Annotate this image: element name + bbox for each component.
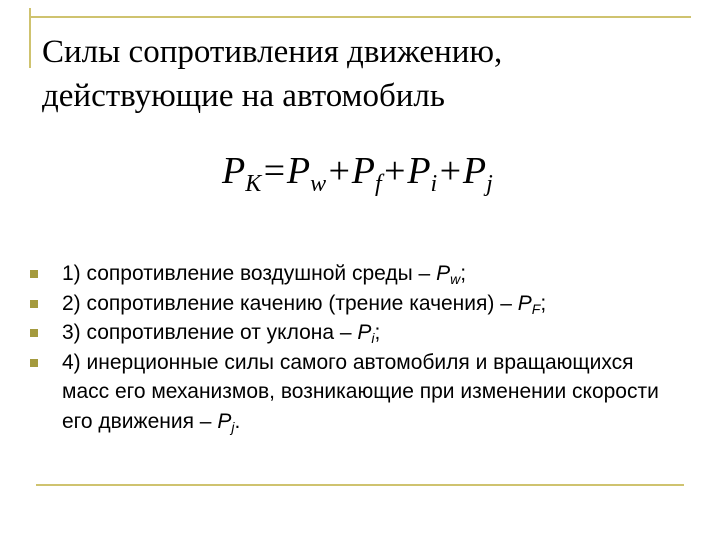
slide-title [42,30,692,118]
title-line-2: действующие на автомобиль [42,78,445,114]
list-item: 4) инерционные силы самого автомобиля и вращающихся масс его механизмов, возникающие при изменении скорости его движения – $P_j$. [30,348,670,437]
square-bullet-icon [30,270,38,278]
title-line-1: Силы сопротивления движению, [42,34,503,70]
square-bullet-icon [30,300,38,308]
resistance-formula: $P_K=P_w+P_f+P_i+P_j$ [222,150,493,197]
list-item: 3) сопротивление от уклона – $P_i$; [30,318,670,348]
list-item: 2) сопротивление качению (трение качения) – $P_F$; [30,289,670,319]
resistance-list [30,259,670,436]
square-bullet-icon [30,329,38,337]
decorative-bottom-line [36,484,684,486]
list-item: 1) сопротивление воздушной среды – $P_w$; [30,259,670,289]
decorative-top-line [29,16,691,18]
square-bullet-icon [30,359,38,367]
